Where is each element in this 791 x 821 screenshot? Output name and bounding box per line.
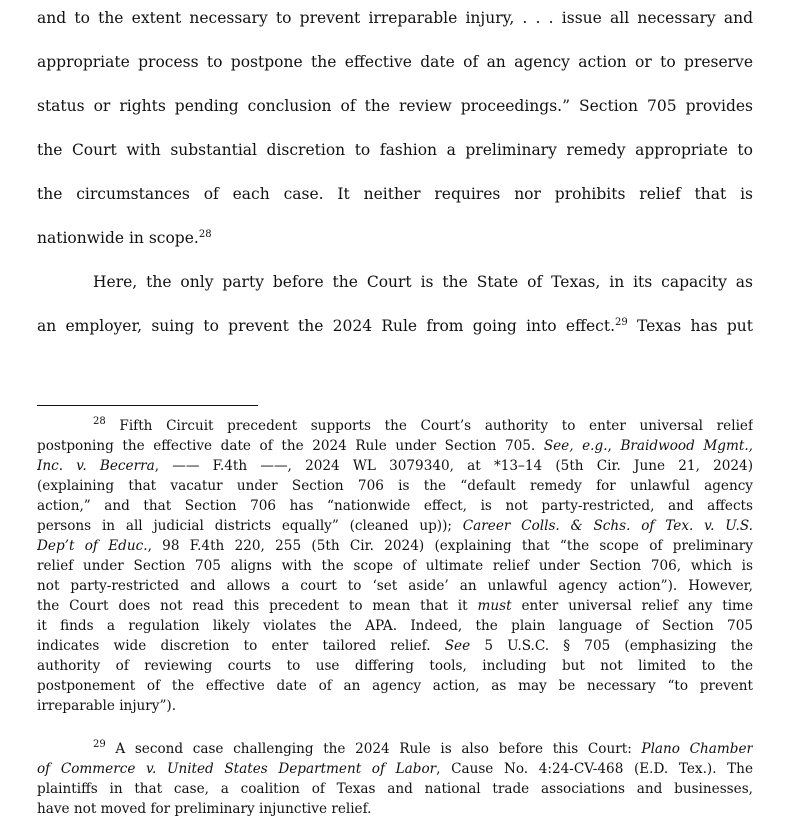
footnote-29-line-4 [37, 799, 753, 819]
footnote-28-line-1 [93, 416, 753, 436]
footnote-28-text: (explaining that vacatur under Section 706 is the “default remedy for unlawful agency [37, 478, 753, 494]
footnote-28-line-3 [37, 456, 753, 476]
body-line-8 [37, 316, 753, 336]
footnote-28-text: not party-restricted and allows a court to ‘set aside’ an unlawful agency action”). However, [37, 578, 753, 594]
footnote-ref-29[interactable]: 29 [615, 317, 628, 328]
footnote-28-line-10 [37, 596, 753, 616]
footnote-28-line-5 [37, 496, 753, 516]
footnote-29-text: of Commerce v. United States Department of Labor [37, 761, 437, 777]
body-line-8-text: an employer, suing to prevent the 2024 Rule from going into effect. [37, 317, 616, 335]
footnote-28-text: must [477, 598, 512, 614]
body-line-6-text: nationwide in scope. [37, 229, 199, 247]
footnote-28-text: authority of reviewing courts to use differing tools, including but not limited to the [37, 658, 753, 674]
footnote-separator [37, 405, 258, 406]
footnote-28-line-8 [37, 556, 753, 576]
footnote-28-line-9 [37, 576, 753, 596]
footnote-28-text: Fifth Circuit precedent supports the Court’s authority to enter universal relief [105, 418, 753, 434]
footnote-28-text: Inc. v. Becerra [37, 458, 155, 474]
footnote-28-text: persons in all judicial districts equally” (cleaned up)); [37, 518, 463, 534]
footnote-28-text: it finds a regulation likely violates the APA. Indeed, the plain language of Section 705 [37, 618, 753, 634]
footnote-28-line-14 [37, 676, 753, 696]
footnote-28-number: 28 [93, 416, 106, 427]
footnote-28-text: Braidwood Mgmt., [620, 438, 753, 454]
body-line-3: status or rights pending conclusion of the review proceedings.” Section 705 provides [37, 97, 753, 115]
footnote-28-line-12 [37, 636, 753, 656]
footnote-28-text: See [444, 638, 471, 654]
document-page [37, 0, 753, 821]
footnote-29-text: A second case challenging the 2024 Rule is also before this Court: [105, 741, 642, 757]
body-line-2: appropriate process to postpone the effective date of an agency action or to preserve [37, 53, 753, 71]
footnote-29-text: plaintiffs in that case, a coalition of Texas and national trade associations and businesses, [37, 781, 753, 797]
footnote-28-text: irreparable injury”). [37, 698, 177, 714]
footnote-28-line-11 [37, 616, 753, 636]
footnote-28-text: postponing the effective date of the 2024 Rule under Section 705. [37, 438, 544, 454]
footnote-28-text: enter universal relief any time [511, 598, 753, 614]
footnote-28-text: , [607, 438, 621, 454]
footnote-29-text: Plano Chamber [641, 741, 753, 757]
footnote-28-line-15 [37, 696, 753, 716]
footnote-29-number: 29 [93, 739, 106, 750]
footnote-28-line-6 [37, 516, 753, 536]
footnote-28-line-13 [37, 656, 753, 676]
body-line-7: Here, the only party before the Court is the State of Texas, in its capacity as [93, 273, 753, 291]
footnote-28-text: , —— F.4th ——, 2024 WL 3079340, at *13–14 (5th Cir. June 21, 2024) [154, 458, 753, 474]
footnote-28-text: 5 U.S.C. § 705 (emphasizing the [470, 638, 753, 654]
footnote-28-text: indicates wide discretion to enter tailored relief. [37, 638, 445, 654]
body-line-8-tail: Texas has put [627, 317, 753, 335]
footnote-28-text: action,” and that Section 706 has “nationwide effect, is not party-restricted, and affects [37, 498, 753, 514]
footnote-28-line-4 [37, 476, 753, 496]
footnote-28-text: See, e.g. [543, 438, 608, 454]
footnote-28-text: postponement of the effective date of an agency action, as may be necessary “to prevent [37, 678, 753, 694]
footnote-28-text: Career Colls. & Schs. of Tex. v. U.S. [462, 518, 753, 534]
footnote-28-line-2 [37, 436, 753, 456]
body-line-4: the Court with substantial discretion to fashion a preliminary remedy appropriate to [37, 141, 753, 159]
body-line-5: the circumstances of each case. It neither requires nor prohibits relief that is [37, 185, 753, 203]
footnote-29-line-1 [93, 739, 753, 759]
footnote-29-text: , Cause No. 4:24-CV-468 (E.D. Tex.). The [436, 761, 753, 777]
footnote-28-text: relief under Section 705 aligns with the scope of ultimate relief under Section 706, which is [37, 558, 753, 574]
footnote-ref-28[interactable]: 28 [198, 229, 212, 240]
body-line-1: and to the extent necessary to prevent irreparable injury, . . . issue all necessary and [37, 9, 753, 27]
footnote-29-text: have not moved for preliminary injunctive relief. [37, 801, 372, 817]
footnote-28-text: Dep’t of Educ. [37, 538, 148, 554]
footnote-28-line-7 [37, 536, 753, 556]
footnote-28-text: the Court does not read this precedent to mean that it [37, 598, 478, 614]
footnote-29-line-3 [37, 779, 753, 799]
body-line-6 [37, 228, 753, 248]
footnote-28-text: , 98 F.4th 220, 255 (5th Cir. 2024) (explaining that “the scope of preliminary [147, 538, 753, 554]
footnote-29-line-2 [37, 759, 753, 779]
